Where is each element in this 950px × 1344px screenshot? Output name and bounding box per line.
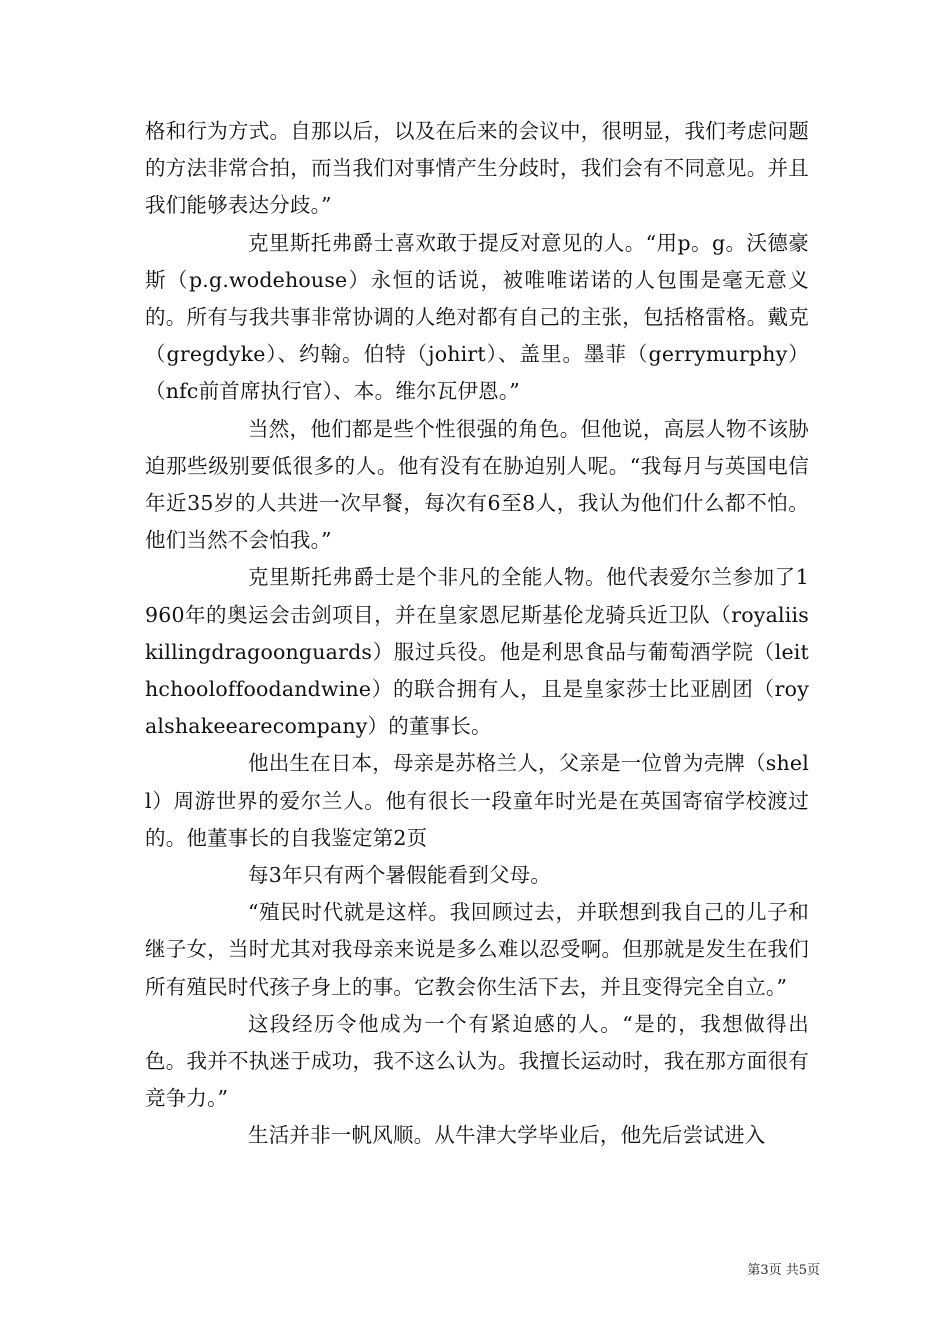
document-body: [145, 113, 809, 1155]
paragraph-urgency: 这段经历令他成为一个有紧迫感的人。“是的，我想做得出色。我并不执迷于成功，我不这么认为。我擅长运动时，我在那方面很有竞争力。”: [145, 1011, 809, 1111]
page-number-footer: 第3页 共5页: [747, 1263, 820, 1278]
paragraph-all-rounder: 克里斯托弗爵士是个非凡的全能人物。他代表爱尔兰参加了1960年的奥运会击剑项目，并在皇家恩尼斯基伦龙骑兵近卫队（royaliiskillingdragoonguards）服过兵役。他是利思食品与葡萄酒学院（leithchooloffoodandwine）的联合拥有人，且是皇家莎士比亚剧团（royalshakeearecompany）的董事长。: [145, 565, 809, 739]
paragraph-personalities: 当然，他们都是些个性很强的角色。但他说，高层人物不该胁迫那些级别要低很多的人。他有没有在胁迫别人呢。“我每月与英国电信年近35岁的人共进一次早餐，每次有6至8人，我认为他们什么都不怕。他们当然不会怕我。”: [145, 416, 809, 553]
paragraph-oxford: 生活并非一帆风顺。从牛津大学毕业后，他先后尝试进入: [248, 1123, 766, 1148]
paragraph-dissent: 克里斯托弗爵士喜欢敢于提反对意见的人。“用p。g。沃德豪斯（p.g.wodehouse）永恒的话说，被唯唯诺诺的人包围是毫无意义的。所有与我共事非常协调的人绝对都有自己的主张，包括格雷格。戴克（gregdyke）、约翰。伯特（johirt）、盖里。墨菲（gerrymurphy）（nfc前首席执行官）、本。维尔瓦伊恩。”: [145, 230, 809, 404]
paragraph-colonial: “殖民时代就是这样。我回顾过去，并联想到我自己的儿子和继子女，当时尤其对我母亲来说是多么难以忍受啊。但那就是发生在我们所有殖民时代孩子身上的事。它教会你生活下去，并且变得完全自立。”: [145, 900, 809, 999]
paragraph-birth: 他出生在日本，母亲是苏格兰人，父亲是一位曾为壳牌（shell）周游世界的爱尔兰人。他有很长一段童年时光是在英国寄宿学校渡过的。他董事长的自我鉴定第2页: [145, 751, 809, 850]
paragraph-summer: 每3年只有两个暑假能看到父母。: [248, 863, 552, 888]
paragraph-continuation: 格和行为方式。自那以后，以及在后来的会议中，很明显，我们考虑问题的方法非常合拍，而当我们对事情产生分歧时，我们会有不同意见。并且我们能够表达分歧。”: [145, 119, 809, 218]
